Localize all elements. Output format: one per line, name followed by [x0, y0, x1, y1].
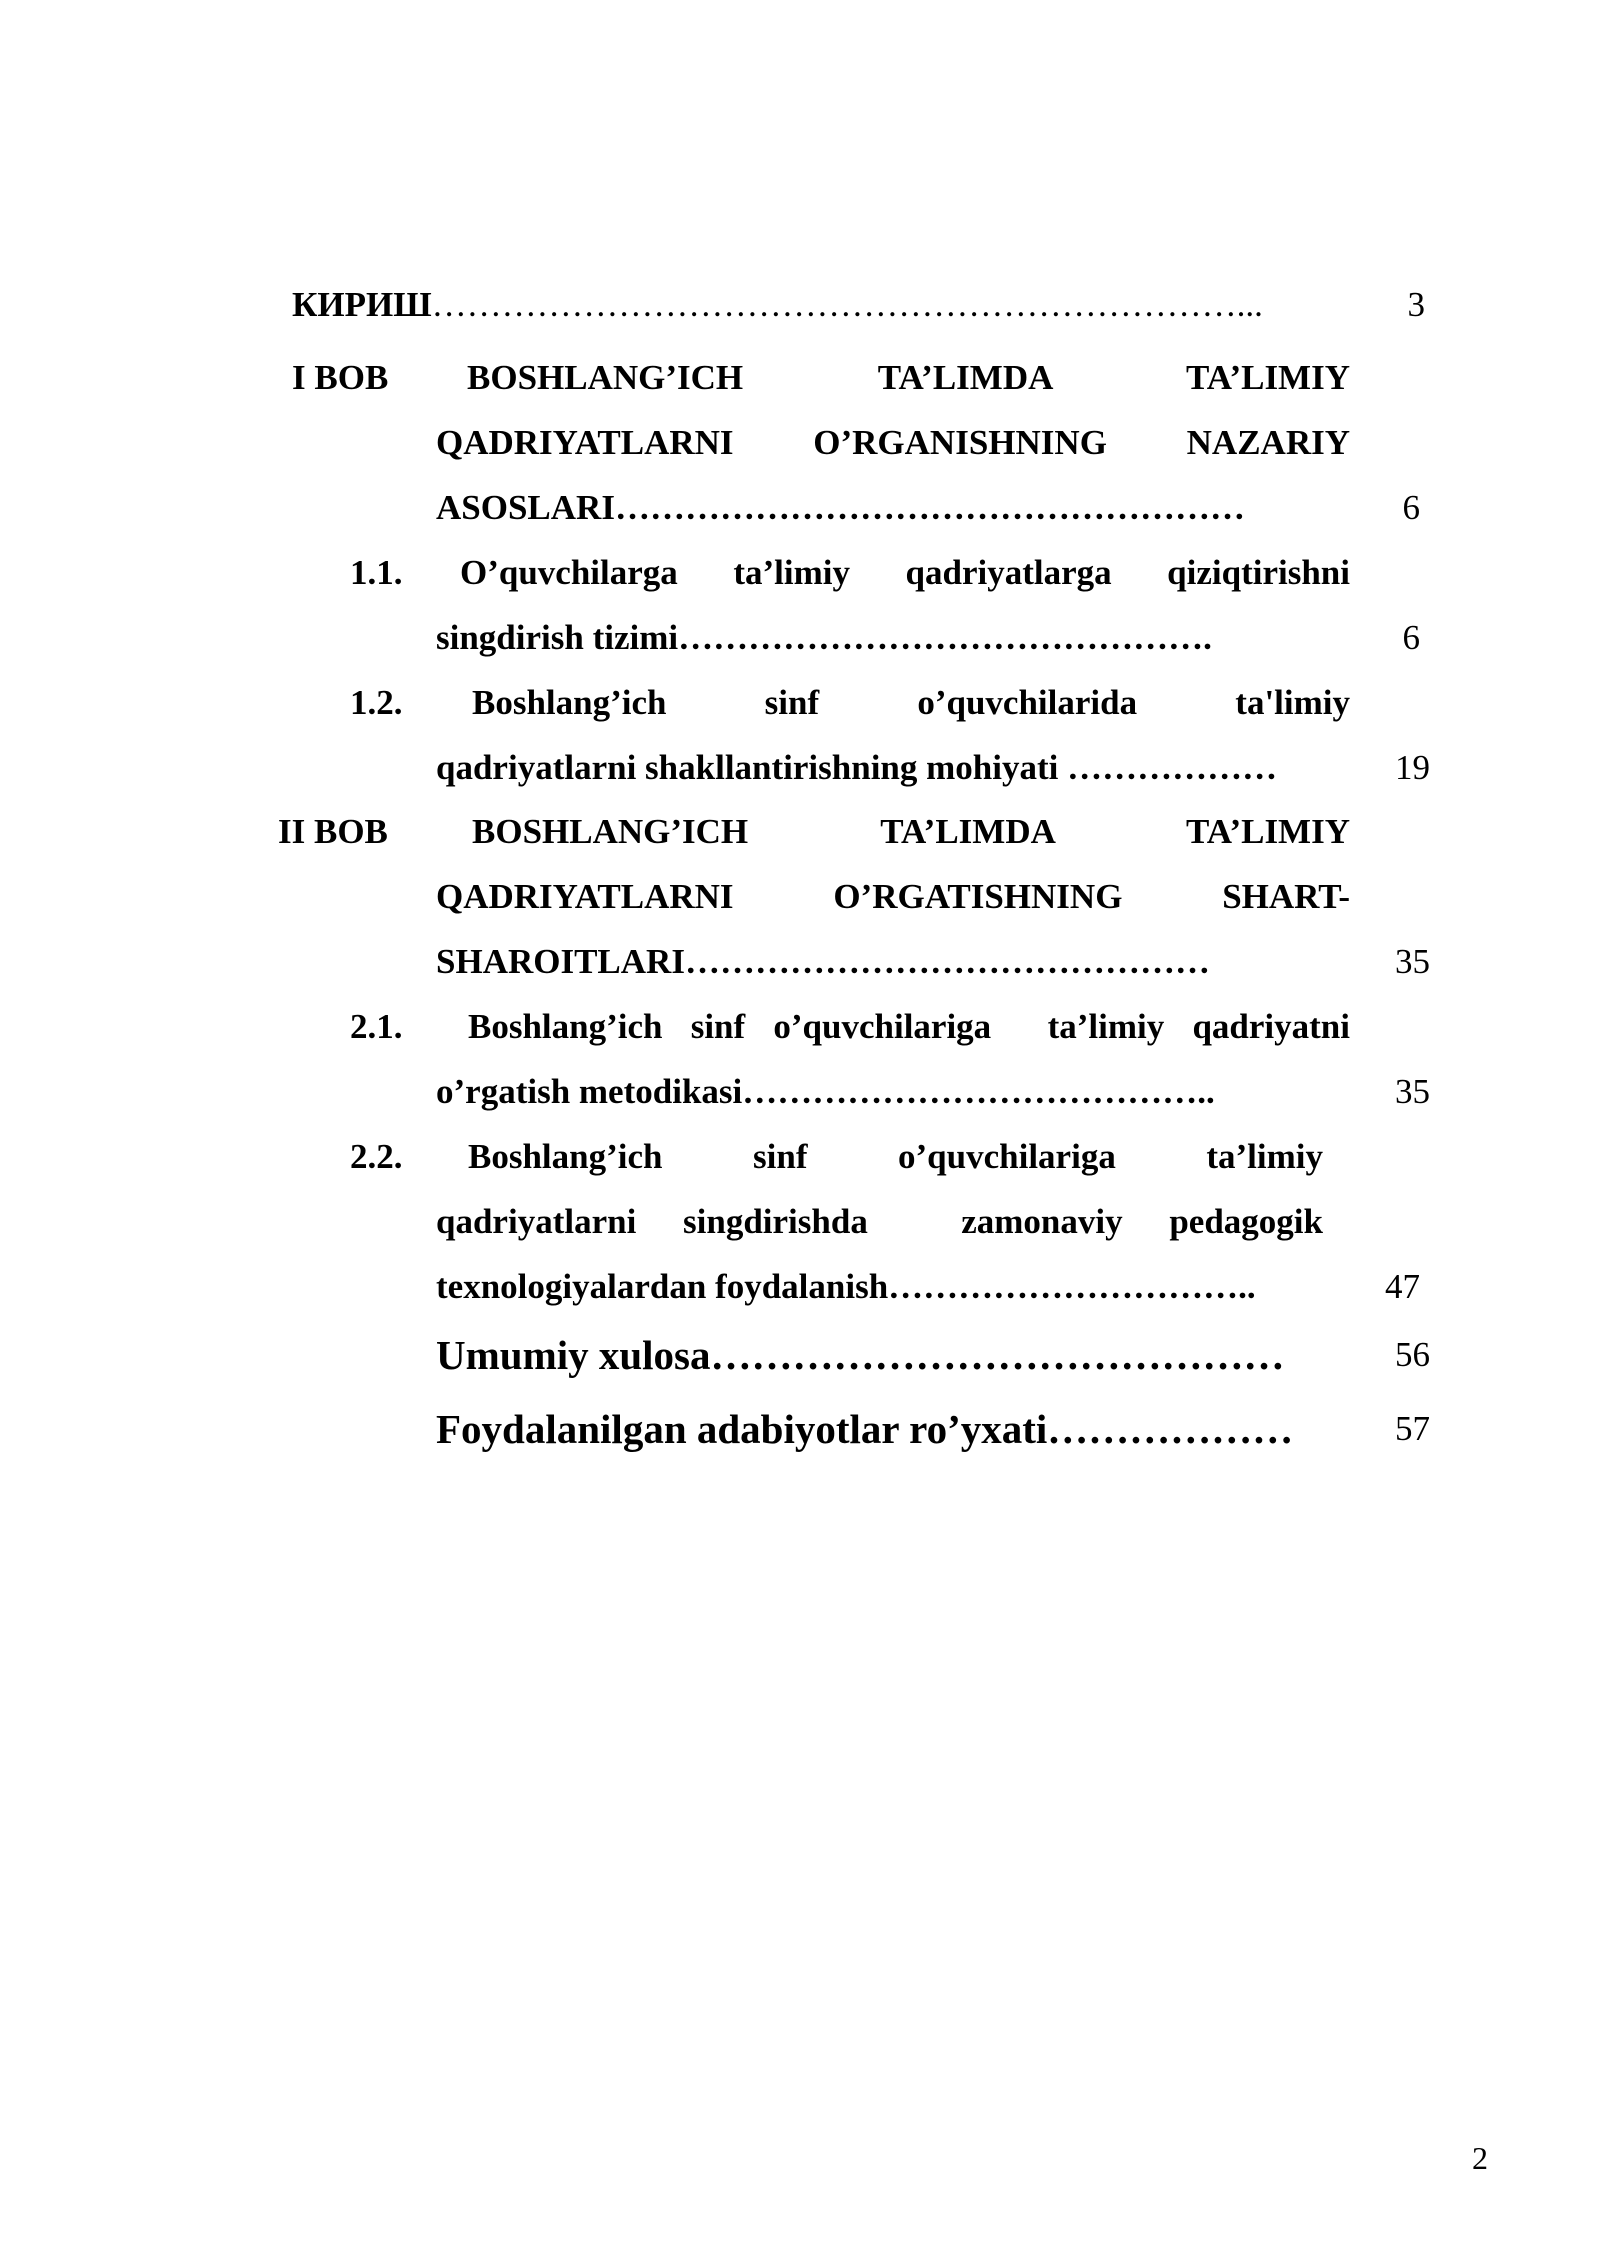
toc-ch2-line1[interactable]: BOSHLANG’ICH TA’LIMDA TA’LIMIY	[472, 812, 1350, 851]
toc-ch1-page: 6	[1402, 488, 1420, 527]
toc-s12-line2[interactable]: qadriyatlarni shakllantirishning mohiyati ………………	[436, 748, 1278, 787]
toc-s21-line2[interactable]: o’rgatish metodikasi…………………………………..	[436, 1072, 1215, 1111]
toc-ch2-line3[interactable]: SHAROITLARI………………………………………	[436, 942, 1210, 981]
toc-s11-line2[interactable]: singdirish tizimi……………………………………….	[436, 618, 1212, 657]
toc-s22-line2[interactable]: qadriyatlarni singdirishda zamonaviy pedagogik	[436, 1202, 1323, 1241]
toc-ch2-page: 35	[1395, 942, 1430, 981]
toc-references[interactable]: Foydalanilgan adabiyotlar ro’yxati………………	[436, 1406, 1294, 1452]
toc-s12-page: 19	[1395, 748, 1430, 787]
toc-s22-line1[interactable]: Boshlang’ich sinf o’quvchilariga ta’limiy	[468, 1137, 1323, 1176]
toc-intro-dots: ……………………………………………………………...	[431, 285, 1263, 324]
toc-conclusion-page: 56	[1395, 1335, 1430, 1374]
toc-s11-page: 6	[1402, 618, 1420, 657]
toc-intro[interactable]	[292, 285, 1263, 325]
toc-ch1-label: I BOB	[292, 358, 389, 397]
toc-ch1-line1[interactable]: BOSHLANG’ICH TA’LIMDA TA’LIMIY	[467, 358, 1350, 397]
toc-s21-page: 35	[1395, 1072, 1430, 1111]
toc-s11-line1[interactable]: O’quvchilarga ta’limiy qadriyatlarga qiziqtirishni	[460, 553, 1350, 592]
page-number: 2	[1472, 2140, 1488, 2176]
toc-s22-number: 2.2.	[350, 1137, 403, 1176]
toc-intro-page: 3	[1407, 285, 1425, 324]
toc-ch2-label: II BOB	[278, 812, 388, 851]
toc-ch2-line2[interactable]: QADRIYATLARNI O’RGATISHNING SHART-	[436, 877, 1350, 916]
toc-conclusion[interactable]: Umumiy xulosa……………………………………	[436, 1332, 1285, 1378]
toc-s22-line3[interactable]: texnologiyalardan foydalanish…………………………..	[436, 1267, 1256, 1306]
toc-references-page: 57	[1395, 1409, 1430, 1448]
toc-s12-line1[interactable]: Boshlang’ich sinf o’quvchilarida ta'limiy	[472, 683, 1350, 722]
toc-s11-number: 1.1.	[350, 553, 403, 592]
toc-s22-page: 47	[1385, 1267, 1420, 1306]
toc-ch1-line3[interactable]: ASOSLARI………………………………………………	[436, 488, 1245, 527]
toc-s12-number: 1.2.	[350, 683, 403, 722]
toc-s21-line1[interactable]: Boshlang’ich sinf o’quvchilariga ta’limiy qadriyatni	[468, 1007, 1350, 1046]
toc-s21-number: 2.1.	[350, 1007, 403, 1046]
toc-ch1-line2[interactable]: QADRIYATLARNI O’RGANISHNING NAZARIY	[436, 423, 1350, 462]
toc-intro-title: КИРИШ	[292, 285, 432, 324]
